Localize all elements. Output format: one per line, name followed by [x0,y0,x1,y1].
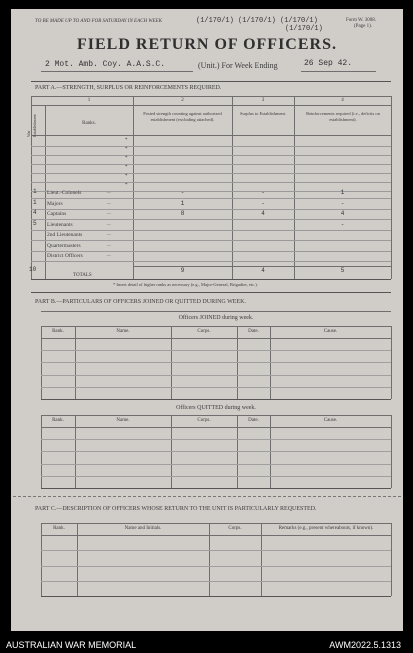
column-header: Cause. [323,418,338,423]
column-header: Rank. [53,526,65,531]
handwritten-unit-codes: (1/170/1) (1/170/1) (1/170/1) [196,17,318,25]
table-row-rule [41,375,391,376]
surplus-value: - [261,199,265,207]
leader-dots: ... [107,242,111,248]
column-header: Name. [116,329,130,334]
posted-value: 8 [180,210,185,217]
rank-label: Lieutenants [47,221,73,228]
row-rule [31,230,391,231]
reinforcements-value: 4 [340,210,345,217]
table-row-rule [41,451,391,452]
column-header: Date. [248,418,259,423]
reinforcements-header: Reinforcements required (i.e., deficits on establishment). [306,111,380,122]
column-header: Name. [116,418,130,423]
reinforcements-value: - [340,220,345,228]
row-rule [31,173,391,174]
footer [0,638,413,653]
posted-value: - [180,189,185,196]
rank-label: Captains [47,211,67,217]
column-header: Remarks (e.g., present whereabouts, if known). [278,526,374,531]
totals-we: 10 [29,266,37,273]
leader-dots: ... [107,190,111,195]
table-row-rule [41,387,391,388]
footer-accession: AWM2022.5.1313 [329,640,401,650]
asterisk-mark: * [125,138,128,143]
table-bottom [41,399,391,400]
row-rule [31,261,391,262]
form-title: FIELD RETURN OF OFFICERS. [77,36,337,53]
table-row-rule [41,476,391,477]
asterisk-mark: * [125,147,128,152]
table-header-rule [41,427,391,428]
column-header: Cause. [323,329,338,334]
posted-value: 1 [180,199,185,207]
row-rule [31,164,391,165]
table-row-rule [41,362,391,363]
unit-name: 2 Mot. Amb. Coy. A.A.S.C. [45,60,166,69]
asterisk-mark: * [125,183,128,188]
table-header-rule [41,535,391,536]
asterisk-mark: * [125,165,128,170]
rank-label: Lieut.-Colonels [47,190,82,196]
we-value: 5 [33,219,37,227]
table-header-rule [41,338,391,339]
leader-dots: ... [107,200,111,206]
row-rule [31,251,391,252]
table-row-rule [41,464,391,465]
page-number: (Page 1). [354,24,373,29]
table-col-rule [77,523,78,596]
table-col-rule [209,523,210,596]
unit-label: (Unit.) For Week Ending [198,61,278,70]
table-col-rule [41,523,42,596]
table-row-rule [41,350,391,351]
reinforcements-value: 1 [340,189,345,196]
column-header: Corps. [197,329,211,334]
row-rule [31,182,391,183]
rank-label: District Officers [47,253,83,259]
posted-header: Posted strength counting against authorized establishment (excluding attached). [143,111,222,122]
handwritten-unit-code-2: (1/170/1) [285,25,323,33]
column-header: Rank. [52,329,64,334]
table-col-rule [391,523,392,596]
row-rule [31,146,391,147]
row-rule [31,155,391,156]
top-note: TO BE MADE UP TO AND FOR SATURDAY IN EACH WEEK [35,19,162,24]
rank-label: Quartermasters [47,242,81,249]
surplus-value: - [261,189,265,196]
form-number: Form W. 3008. [346,18,377,23]
part-b-heading: PART B.—PARTICULARS OF OFFICERS JOINED OR QUITTED DURING WEEK. [35,299,246,305]
table-col-rule [261,523,262,596]
quitted-title: Officers QUITTED during week. [176,405,256,411]
column-header: Rank. [52,418,64,423]
leader-dots: ... [107,253,111,258]
table-row-rule [41,566,391,567]
table-row-rule [41,550,391,551]
asterisk-mark: * [125,156,128,161]
row-rule [31,240,391,241]
totals-surplus: 4 [261,267,265,274]
surplus-header: Surplus to Establishment. [239,111,287,116]
asterisk-mark: * [125,174,128,179]
part-a-footnote: * Insert detail of higher ranks as necessary (e.g., Major-General, Brigadier, etc.). [113,282,258,287]
we-value: 1 [33,188,37,195]
week-ending-date: 26 Sep 42. [304,59,353,68]
table-row-rule [41,439,391,440]
table-col-rule [391,326,392,399]
totals-reinforcements: 5 [340,267,345,274]
ranks-header: Ranks. [82,121,96,126]
reinforcements-value: - [340,199,345,207]
column-header: Corps. [228,526,242,531]
leader-dots: ... [107,211,111,216]
form-sheet: TO BE MADE UP TO AND FOR SATURDAY IN EACH WEEK (1/170/1) (1/170/1) (1/170/1) (1/170/1) Form W. 3008. (Page 1). FIELD RETURN OF OFFICERS. 2 Mot. Amb. Coy. A.A.S.C. (Unit.) For Week Ending 26 Sep 42. PART A.—STRENGTH, SURPLUS OR REINFORCEMENTS REQUIRED. 1 2 3 4 War Establishment Ranks. Posted strength counting against authorized establishment (excluding attached). Surplus to Establishment. Reinforcements required (i.e., deficits on establishment). * * * * * * Lieut.-Colonels ... - - 1 Majors ... 1 - - Captains ... 8 4 4 Lieutenants ... - 2nd Lieutenants ... Quartermasters ... District Officers ... 1 1 4 5 10 TOTALS 9 4 5 * Insert detail of higher ranks as necessary (e.g., Major-General, Brigadier, etc.). PART B.—PARTICULARS OF OFFICERS JOINED OR QUITTED DURING WEEK. Officers JOINED during week. Rank. Name. Corps. Date. Cause. Officers QUITTED during week. Rank. Name. Corps. Date. Cause. PART C.—DESCRIPTION OF OFFICERS WHOSE RETURN TO THE UNIT IS PARTICULARLY REQUESTED. Rank. Name and Initials. Corps. Remarks (e.g., present whereabouts, if known). [11,9,403,631]
table-top [41,326,391,327]
table-bottom [41,596,391,597]
column-header: Corps. [197,418,211,423]
table-row-rule [41,581,391,582]
totals-label: TOTALS [73,273,92,278]
part-a-heading: PART A.—STRENGTH, SURPLUS OR REINFORCEMENTS REQUIRED. [35,85,222,91]
we-value: 4 [33,209,37,216]
table-bottom [41,488,391,489]
leader-dots: ... [107,232,111,237]
rank-label: Majors [47,200,63,207]
table-col-rule [391,415,392,488]
footer-credit: AUSTRALIAN WAR MEMORIAL [6,640,137,650]
column-header: Date. [248,329,259,334]
we-side-label: War Establishment [26,114,37,137]
part-c-heading: PART C.—DESCRIPTION OF OFFICERS WHOSE RETURN TO THE UNIT IS PARTICULARLY REQUESTED. [35,506,317,512]
leader-dots: ... [107,221,111,227]
column-header: Name and Initials. [124,526,162,531]
joined-title: Officers JOINED during week. [178,315,254,321]
totals-posted: 9 [180,267,185,274]
rank-label: 2nd Lieutenants [47,232,83,238]
table-top [41,523,391,524]
we-value: 1 [33,198,37,206]
table-top [41,415,391,416]
surplus-value: 4 [261,210,265,217]
